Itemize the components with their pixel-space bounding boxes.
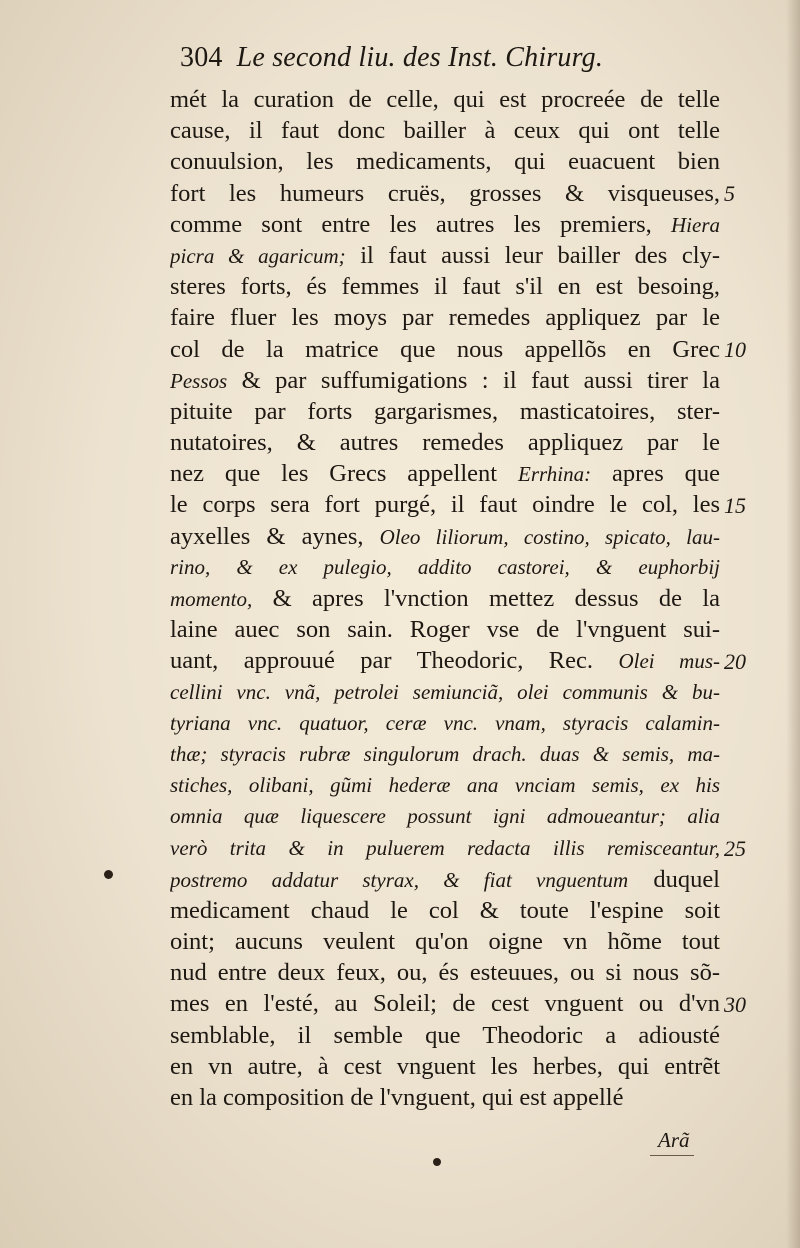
roman-segment: steres forts, és femmes il faut s'il en est besoing, (170, 273, 720, 301)
text-line (170, 677, 720, 708)
italic-segment: Pessos (170, 368, 228, 393)
roman-segment: le corps sera fort purgé, il faut oindre le col, les (170, 491, 720, 519)
roman-segment: uant, approuué par Theodoric, Rec. (170, 647, 594, 675)
italic-segment: momento, (170, 587, 253, 611)
margin-line-number: 20 (724, 648, 746, 674)
text-line (170, 240, 720, 271)
text-line (170, 552, 720, 583)
text-line (170, 115, 720, 146)
ink-spot-bottom (433, 1158, 441, 1166)
text-line (170, 302, 720, 333)
roman-segment: en la composition de l'vnguent, qui est appellé (170, 1084, 624, 1111)
roman-segment: conuulsion, les medicaments, qui euacuent bien (170, 148, 720, 176)
roman-segment: & par suffumigations : il faut aussi tirer la (241, 366, 720, 394)
ink-spot-left (104, 870, 113, 879)
roman-segment: col de la matrice que nous appellõs en Grec (170, 335, 720, 363)
text-line (170, 864, 720, 895)
roman-segment: nutatoires, & autres remedes appliquez par le (170, 429, 720, 457)
roman-segment: il faut aussi leur bailler des cly- (360, 241, 720, 269)
roman-segment: apres que (612, 460, 720, 488)
text-line (170, 396, 720, 427)
italic-segment: Oleo liliorum, costino, spicato, lau- (379, 524, 720, 549)
roman-segment: cellini vnc. vnã, petrolei semiunciã, olei communis & bu- (170, 679, 720, 704)
italic-segment: postremo addatur styrax, & fiat vnguentum (170, 867, 629, 892)
text-line (170, 146, 720, 177)
text-line (170, 708, 720, 739)
roman-segment: rino, & ex pulegio, addito castorei, & euphorbij (170, 554, 720, 579)
text-line (170, 521, 720, 552)
margin-line-number: 15 (724, 492, 746, 518)
roman-segment: stiches, olibani, gũmi hederæ ana vnciam semis, ex his (170, 773, 720, 798)
text-line (170, 801, 720, 832)
text-line (170, 770, 720, 801)
roman-segment: ayxelles & aynes, (170, 522, 364, 550)
text-line (170, 957, 720, 988)
running-title: Le second liu. des Inst. Chirurg. (236, 42, 604, 73)
catchword: Arã (650, 1128, 694, 1156)
text-line (170, 84, 720, 115)
roman-segment: tyriana vnc. quatuor, ceræ vnc. vnam, styracis calamin- (170, 710, 720, 735)
margin-line-number: 30 (724, 991, 746, 1017)
text-line (170, 645, 720, 676)
running-header (180, 42, 603, 74)
text-line (170, 271, 720, 302)
italic-segment: Olei mus- (618, 649, 720, 674)
roman-segment: fort les humeurs cruës, grosses & visqueuses, (170, 179, 720, 207)
margin-line-number: 25 (724, 835, 746, 861)
roman-segment: faire fluer les moys par remedes appliquez par le (170, 304, 720, 332)
roman-segment: laine auec son sain. Roger vse de l'vnguent sui- (170, 616, 720, 644)
margin-line-number: 5 (724, 180, 735, 206)
text-line (170, 427, 720, 458)
italic-segment: picra & agaricum; (170, 243, 346, 268)
roman-segment: nez que les Grecs appellent (170, 460, 498, 488)
roman-segment: nud entre deux feux, ou, és esteuues, ou si nous sõ- (170, 959, 720, 987)
italic-segment: Hiera (671, 212, 720, 237)
text-line (170, 1020, 720, 1051)
spine-shadow (786, 0, 800, 1248)
text-line (170, 895, 720, 926)
text-line (170, 365, 720, 396)
roman-segment: semblable, il semble que Theodoric a adiousté (170, 1021, 720, 1049)
roman-segment: oint; aucuns veulent qu'on oigne vn hõme tout (170, 928, 720, 956)
text-line (170, 583, 720, 614)
roman-segment: pituite par forts gargarismes, masticatoires, ster- (170, 397, 720, 425)
roman-segment: verò trita & in puluerem redacta illis remisceantur, (170, 835, 720, 860)
text-line (170, 833, 720, 864)
roman-segment: thæ; styracis rubræ singulorum drach. duas & semis, ma- (170, 741, 720, 766)
italic-segment: Errhina: (518, 462, 592, 487)
text-line (170, 334, 720, 365)
text-line (170, 739, 720, 770)
text-line (170, 614, 720, 645)
margin-line-number: 10 (724, 336, 746, 362)
roman-segment: duquel (653, 865, 720, 893)
text-line (170, 988, 720, 1019)
text-line (170, 926, 720, 957)
roman-segment: mét la curation de celle, qui est procreée de telle (170, 86, 720, 113)
text-line (170, 1082, 720, 1113)
roman-segment: medicament chaud le col & toute l'espine soit (170, 896, 720, 924)
page-number: 304 (180, 42, 223, 73)
roman-segment: cause, il faut donc bailler à ceux qui ont telle (170, 117, 720, 145)
roman-segment: mes en l'esté, au Soleil; de cest vnguent ou d'vn (170, 990, 720, 1018)
roman-segment: omnia quæ liquescere possunt igni admoueantur; alia (170, 804, 720, 829)
roman-segment: & apres l'vnction mettez dessus de la (272, 585, 720, 612)
text-line (170, 489, 720, 520)
main-text-block (170, 84, 720, 1113)
text-line (170, 1051, 720, 1082)
roman-segment: comme sont entre les autres les premiers, (170, 210, 652, 238)
roman-segment: en vn autre, à cest vnguent les herbes, qui entrẽt (170, 1052, 720, 1080)
text-line (170, 458, 720, 489)
text-line (170, 209, 720, 240)
text-line (170, 178, 720, 209)
